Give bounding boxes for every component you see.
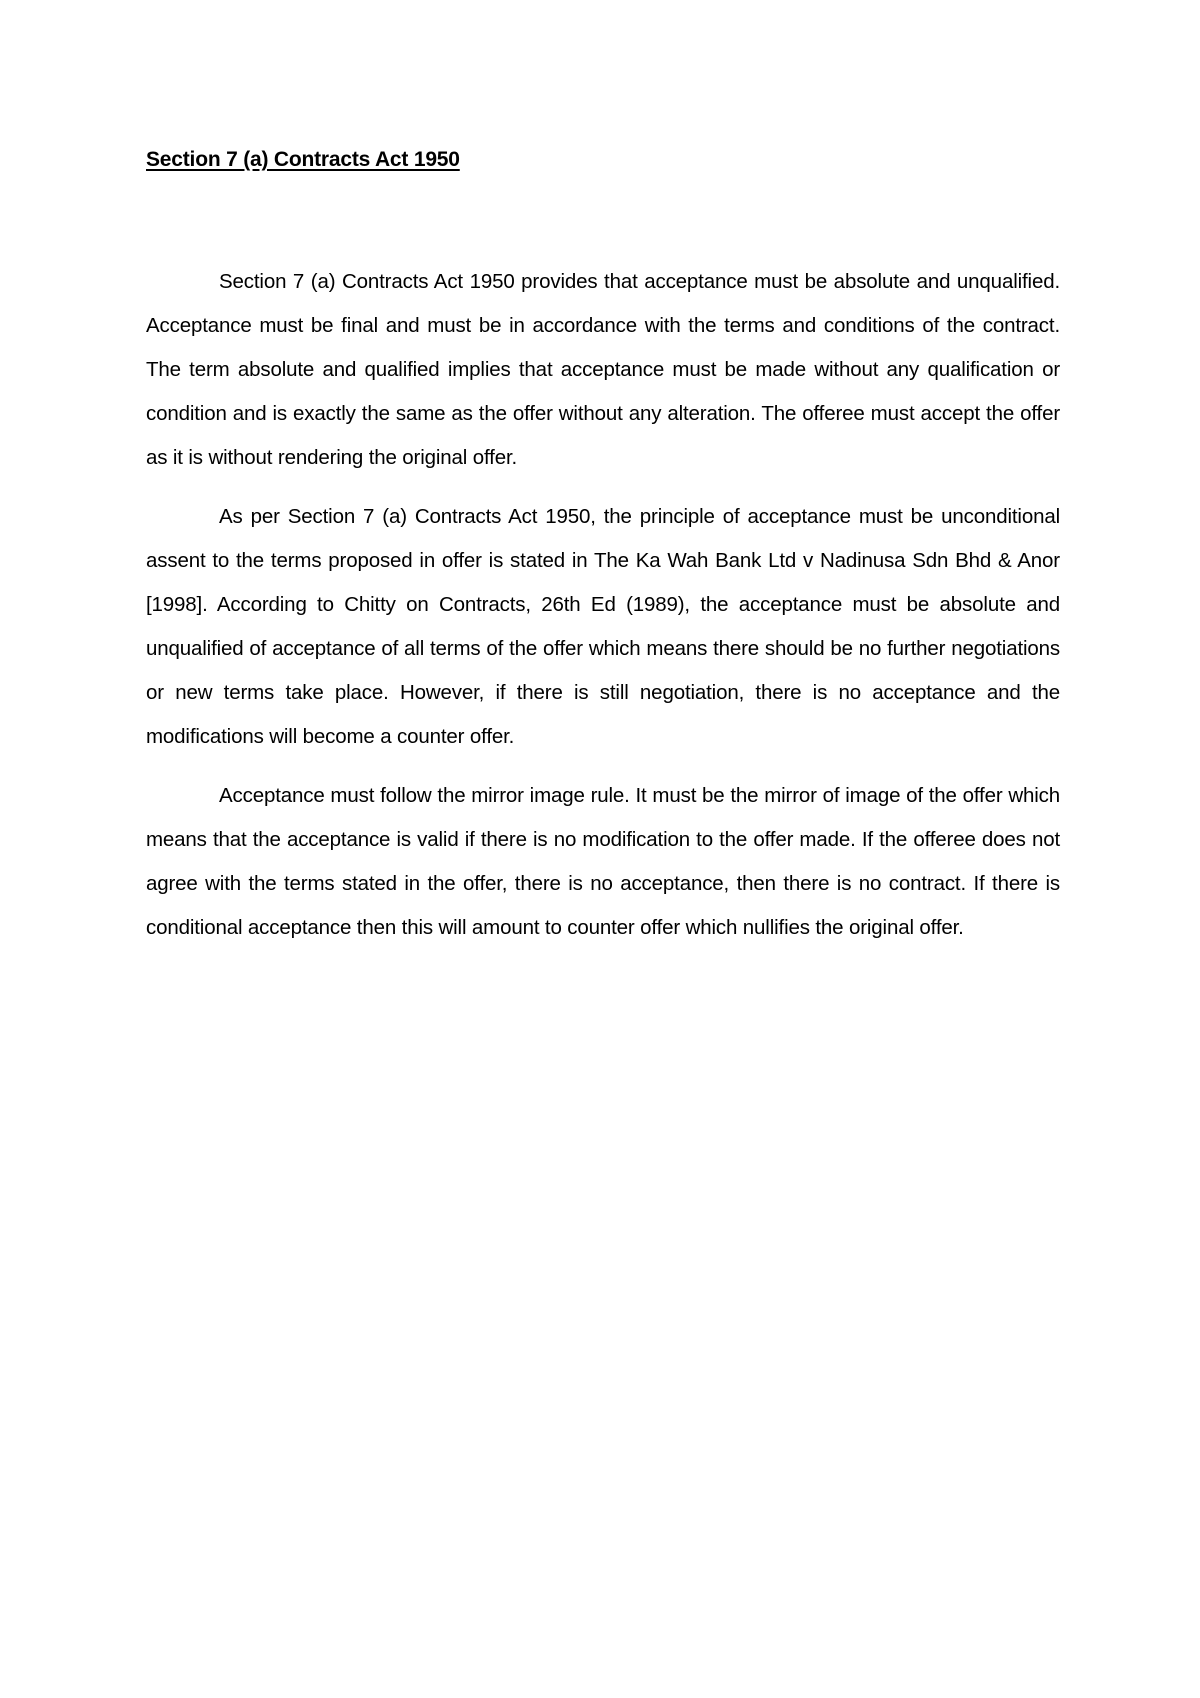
document-body xyxy=(146,260,1060,965)
paragraph-2: As per Section 7 (a) Contracts Act 1950, the principle of acceptance must be unconditional assent to the terms proposed in offer is stated in The Ka Wah Bank Ltd v Nadinusa Sdn Bhd & Anor [1998]. According to Chitty on Contracts, 26th Ed (1989), the acceptance must be absolute and unqualified of acceptance of all terms of the offer which means there should be no further negotiations or new terms take place. However, if there is still negotiation, there is no acceptance and the modifications will become a counter offer. xyxy=(146,505,1060,748)
document-heading: Section 7 (a) Contracts Act 1950 xyxy=(146,148,460,171)
paragraph-1: Section 7 (a) Contracts Act 1950 provides that acceptance must be absolute and unqualified. Acceptance must be final and must be in accordance with the terms and conditions of the contract. The term absolute and qualified implies that acceptance must be made without any qualification or condition and is exactly the same as the offer without any alteration. The offeree must accept the offer as it is without rendering the original offer. xyxy=(146,270,1060,469)
paragraph-3: Acceptance must follow the mirror image rule. It must be the mirror of image of the offer which means that the acceptance is valid if there is no modification to the offer made. If the offeree does not agree with the terms stated in the offer, there is no acceptance, then there is no contract. If there is conditional acceptance then this will amount to counter offer which nullifies the original offer. xyxy=(146,784,1060,939)
